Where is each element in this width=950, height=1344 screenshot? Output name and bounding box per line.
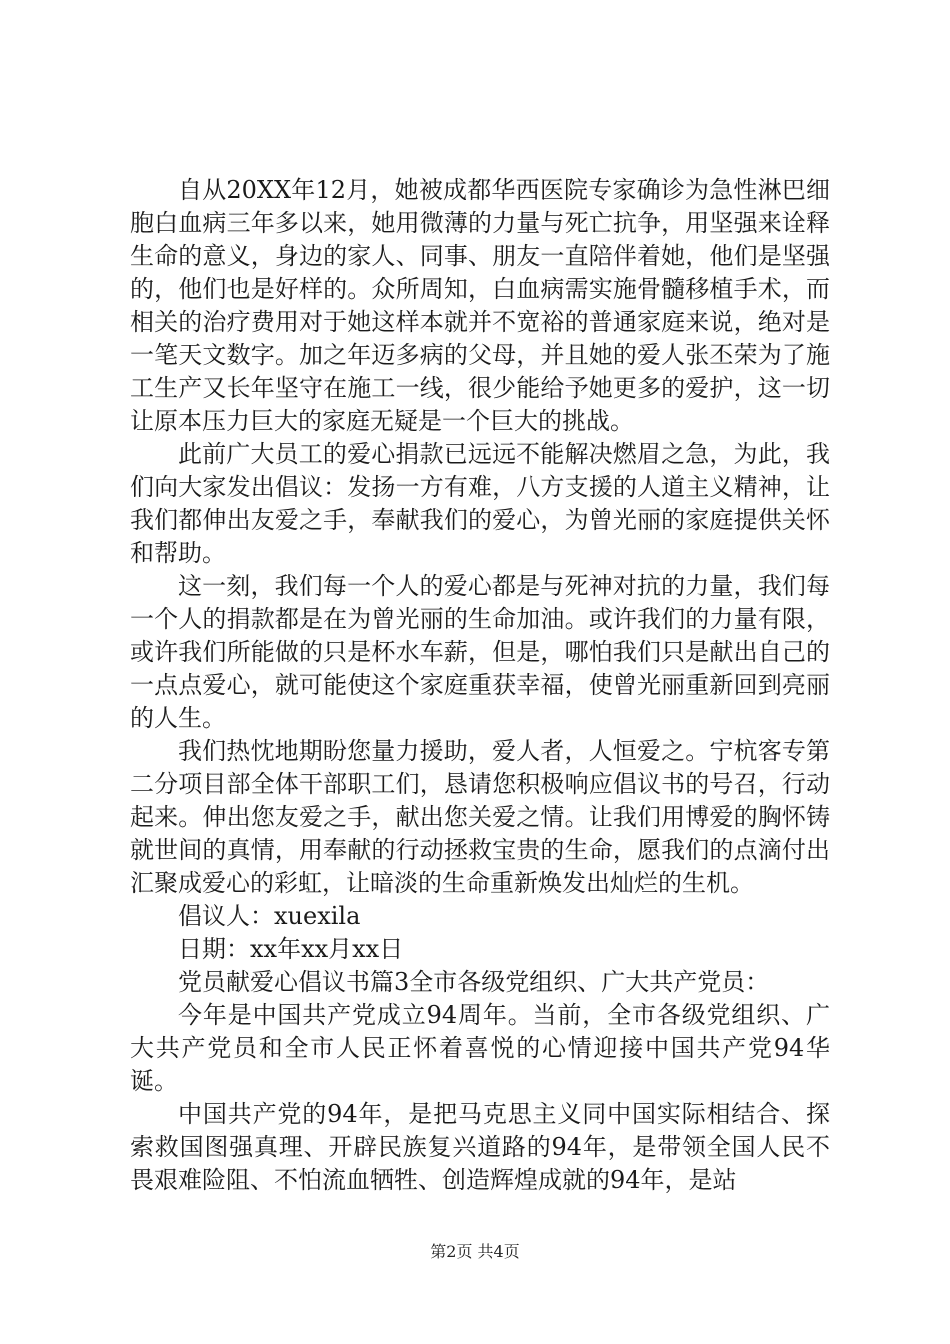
section-heading-line: 党员献爱心倡议书篇3全市各级党组织、广大共产党员： <box>178 968 770 996</box>
paragraph-history: 中国共产党的94年，是把马克思主义同中国实际相结合、探索救国图强真理、开辟民族复兴道路的94年，是带领全国人民不畏艰难险阻、不怕流血牺牲、创造辉煌成就的94年，是站 <box>130 1100 830 1194</box>
initiator-line: 倡议人：xuexila <box>178 902 361 930</box>
date-line: 日期：xx年xx月xx日 <box>178 935 404 963</box>
paragraph-call-to-action: 我们热忱地期盼您量力援助，爱人者，人恒爱之。宁杭客专第二分项目部全体干部职工们，恳请您积极响应倡议书的号召，行动起来。伸出您友爱之手，献出您关爱之情。让我们用博爱的胸怀铸就世间的真情，用奉献的行动拯救宝贵的生命，愿我们的点滴付出汇聚成爱心的彩虹，让暗淡的生命重新焕发出灿烂的生机。 <box>130 737 830 897</box>
document-body <box>130 174 830 1197</box>
paragraph-this-moment: 这一刻，我们每一个人的爱心都是与死神对抗的力量，我们每一个人的捐款都是在为曾光丽的生命加油。或许我们的力量有限，或许我们所能做的只是杯水车薪，但是，哪怕我们只是献出自己的一点点爱心，就可能使这个家庭重获幸福，使曾光丽重新回到亮丽的人生。 <box>130 572 830 732</box>
paragraph-appeal: 此前广大员工的爱心捐款已远远不能解决燃眉之急，为此，我们向大家发出倡议：发扬一方有难，八方支援的人道主义精神，让我们都伸出友爱之手，奉献我们的爱心，为曾光丽的家庭提供关怀和帮助。 <box>130 440 830 567</box>
paragraph-anniversary: 今年是中国共产党成立94周年。当前，全市各级党组织、广大共产党员和全市人民正怀着喜悦的心情迎接中国共产党94华诞。 <box>130 1001 830 1095</box>
paragraph-diagnosis: 自从20XX年12月，她被成都华西医院专家确诊为急性淋巴细胞白血病三年多以来，她用微薄的力量与死亡抗争，用坚强来诠释生命的意义，身边的家人、同事、朋友一直陪伴着她，他们是坚强的，他们也是好样的。众所周知，白血病需实施骨髓移植手术，而相关的治疗费用对于她这样本就并不宽裕的普通家庭来说，绝对是一笔天文数字。加之年迈多病的父母，并且她的爱人张丕荣为了施工生产又长年坚守在施工一线，很少能给予她更多的爱护，这一切让原本压力巨大的家庭无疑是一个巨大的挑战。 <box>130 176 830 435</box>
page-footer: 第2页 共4页 <box>430 1242 520 1261</box>
